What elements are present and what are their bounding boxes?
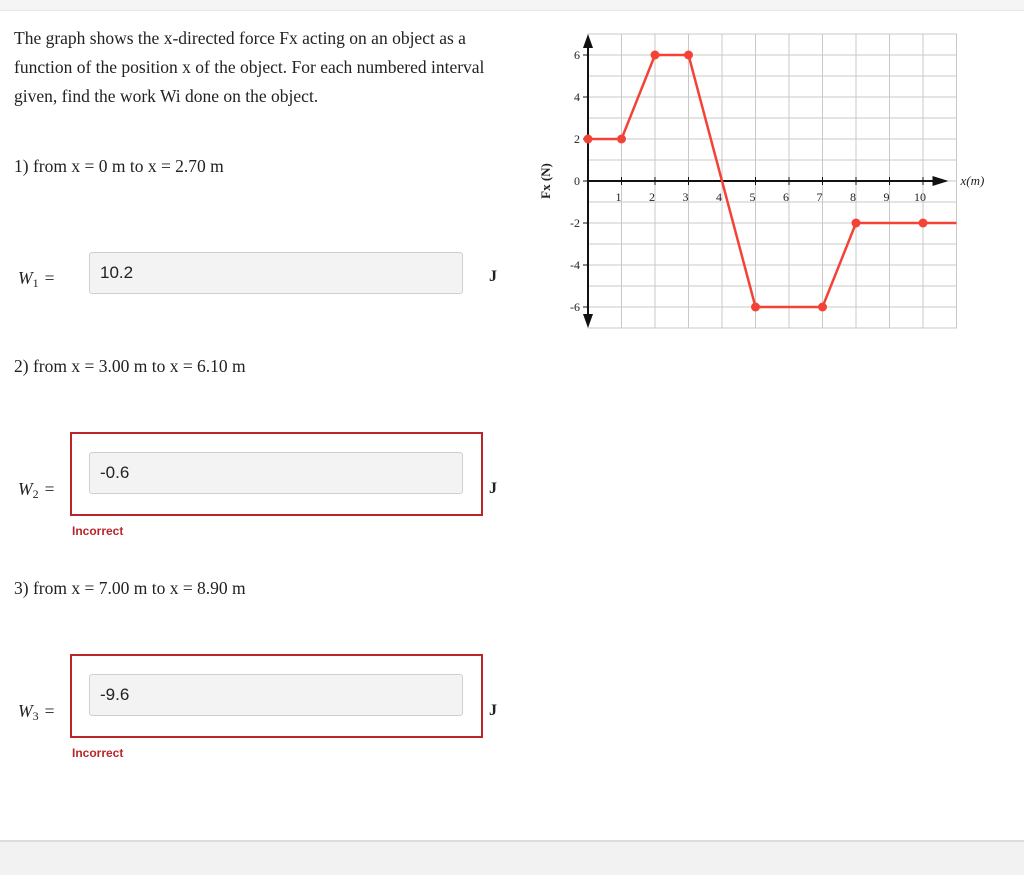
data-point: [852, 219, 861, 228]
x-tick-label: 8: [850, 190, 856, 204]
x-tick-label: 4: [716, 190, 722, 204]
x-tick-label: 1: [615, 190, 622, 204]
w3-answer-input[interactable]: [89, 674, 463, 716]
w1-label: [18, 268, 54, 289]
w3-equals: =: [44, 701, 55, 721]
top-bar: [0, 0, 1024, 11]
w2-unit: J: [489, 480, 497, 497]
data-point: [818, 303, 827, 312]
w1-symbol: W: [18, 268, 33, 288]
y-tick-label: 2: [574, 132, 580, 146]
w3-status-text: Incorrect: [72, 746, 124, 760]
y-tick-label: 0: [574, 174, 580, 188]
data-point: [651, 51, 660, 60]
x-axis-arrow: [933, 176, 949, 186]
w3-unit: J: [489, 702, 497, 719]
data-point: [617, 135, 626, 144]
x-tick-label: 2: [649, 190, 655, 204]
w2-subscript: 2: [32, 487, 39, 501]
w1-answer-input[interactable]: [89, 252, 463, 294]
x-tick-label: 6: [783, 190, 789, 204]
y-axis-arrow-up: [583, 34, 593, 48]
w2-symbol: W: [18, 479, 33, 499]
question-text: The graph shows the x-directed force Fx acting on an object as a function of the position x of the object. For each numbered interval given, find the work Wi done on the object.: [14, 28, 485, 106]
data-point: [684, 51, 693, 60]
w2-equals: =: [44, 479, 55, 499]
x-tick-label: 3: [682, 190, 689, 204]
data-point: [584, 135, 593, 144]
x-axis-title: x(m): [960, 173, 985, 188]
w2-answer-input[interactable]: [89, 452, 463, 494]
y-tick-label: 4: [574, 90, 580, 104]
x-tick-label: 5: [749, 190, 756, 204]
data-point: [919, 219, 928, 228]
w1-unit: J: [489, 268, 497, 285]
w2-label: [18, 479, 54, 500]
y-tick-label: 6: [574, 48, 580, 62]
part-3-label: 3) from x = 7.00 m to x = 8.90 m: [14, 578, 246, 598]
x-tick-label: 7: [816, 190, 823, 204]
w3-label: [18, 701, 54, 722]
y-tick-label: -2: [570, 216, 580, 230]
x-tick-label: 9: [883, 190, 890, 204]
footer-bar: [0, 840, 1024, 875]
w1-subscript: 1: [32, 276, 39, 290]
data-point: [751, 303, 760, 312]
y-axis-arrow-down: [583, 314, 593, 328]
w3-subscript: 3: [32, 709, 39, 723]
x-tick-label: 10: [914, 190, 926, 204]
w1-equals: =: [44, 268, 55, 288]
part-2-label: 2) from x = 3.00 m to x = 6.10 m: [14, 356, 246, 376]
w2-status-text: Incorrect: [72, 524, 124, 538]
y-axis-title: Fx (N): [538, 163, 553, 199]
w3-symbol: W: [18, 701, 33, 721]
y-tick-label: -4: [570, 258, 580, 272]
y-tick-label: -6: [570, 300, 580, 314]
part-1-label: 1) from x = 0 m to x = 2.70 m: [14, 156, 224, 176]
force-position-graph: [530, 28, 1000, 378]
